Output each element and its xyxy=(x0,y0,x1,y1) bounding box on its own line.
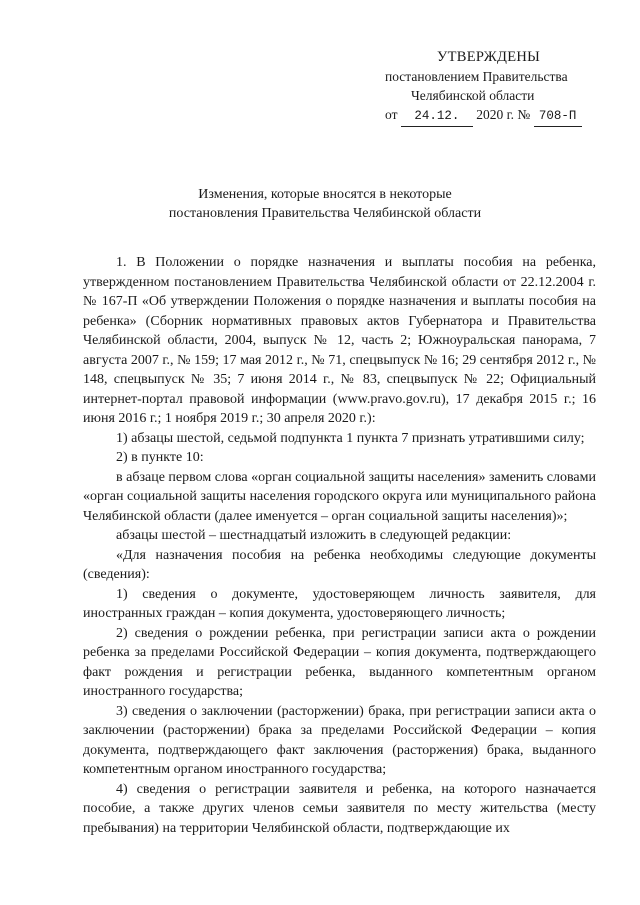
paragraph: 1. В Положении о порядке назначения и выплаты пособия на ребенка, утвержденном постановлением Правительства Челябинской области от 22.12.2004 г. № 167-П «Об утверждении Положения о порядке назначения и выплаты пособия на ребенка» (Сборник нормативных правовых актов Губернатора и Правительства Челябинской области, 2004, выпуск № 12, часть 2; Южноуральская панорама, 7 августа 2007 г., № 159; 17 мая 2012 г., № 71, спецвыпуск № 16; 29 сентября 2012 г., № 148, спецвыпуск № 35; 7 июня 2014 г., № 83, спецвыпуск № 22; Официальный интернет-портал правовой информации (www.pravo.gov.ru), 17 декабря 2015 г.; 16 июня 2016 г.; 1 ноября 2019 г.; 30 апреля 2020 г.): xyxy=(83,255,596,426)
paragraph: 1) сведения о документе, удостоверяющем личность заявителя, для иностранных граждан – копия документа, удостоверяющего личность; xyxy=(83,586,596,621)
paragraph: 2) сведения о рождении ребенка, при регистрации записи акта о рождении ребенка за пределами Российской Федерации – копия документа, подтверждающего факт рождения и регистрации ребенка, выданного компетентным органом иностранного государства; xyxy=(83,625,596,699)
approval-block xyxy=(385,48,595,127)
document-body xyxy=(83,253,596,838)
approval-line-2: Челябинской области xyxy=(411,88,535,103)
approval-heading: УТВЕРЖДЕНЫ xyxy=(437,49,541,65)
approval-date-line xyxy=(385,105,595,127)
paragraph: в абзаце первом слова «орган социальной защиты населения» заменить словами «орган социальной защиты населения городского округа или муниципального района Челябинской области (далее именуется – орган социальной защиты населения)»; xyxy=(83,469,596,524)
paragraph: 1) абзацы шестой, седьмой подпункта 1 пункта 7 признать утратившими силу; xyxy=(116,430,585,446)
approval-number-value: 708-П xyxy=(534,107,582,127)
paragraph: «Для назначения пособия на ребенка необходимы следующие документы (сведения): xyxy=(83,547,596,582)
paragraph: 2) в пункте 10: xyxy=(116,450,204,465)
paragraph: абзацы шестой – шестнадцатый изложить в следующей редакции: xyxy=(116,528,512,543)
title-line-2: постановления Правительства Челябинской области xyxy=(168,206,482,221)
paragraph: 3) сведения о заключении (расторжении) брака, при регистрации записи акта о заключении (расторжении) брака за пределами Российской Федерации – копия документа, подтверждающего факт заключения (расторжения) брака, выданного компетентным органом иностранного государства; xyxy=(83,703,596,777)
title-line-1: Изменения, которые вносятся в некоторые xyxy=(198,187,452,202)
approval-date-year: 2020 г. № xyxy=(476,107,531,122)
document-title xyxy=(90,185,560,223)
paragraph: 4) сведения о регистрации заявителя и ребенка, на которого назначается пособие, а также других членов семьи заявителя по месту жительства (месту пребывания) на территории Челябинской области, подтверждающие их xyxy=(83,781,596,836)
approval-line-1: постановлением Правительства xyxy=(385,69,568,84)
approval-date-value: 24.12. xyxy=(401,107,473,127)
approval-date-prefix: от xyxy=(385,107,398,122)
